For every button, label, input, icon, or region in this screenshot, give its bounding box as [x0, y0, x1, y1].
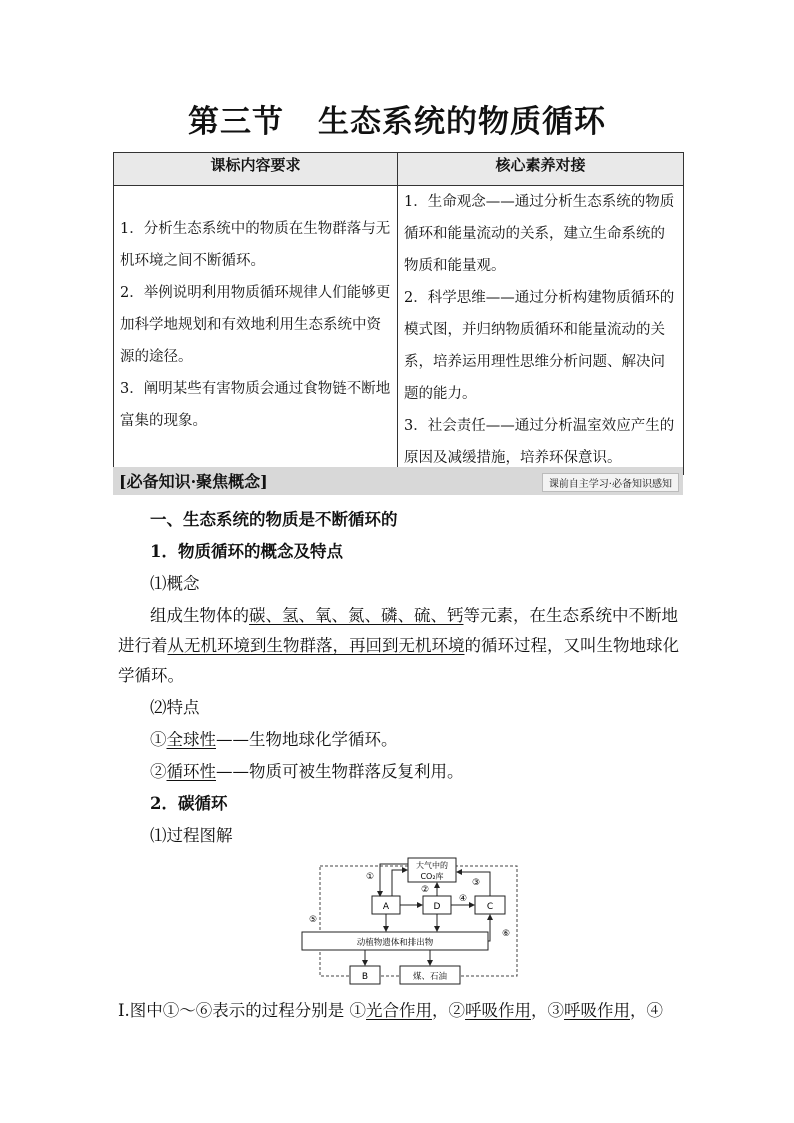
- process-text: ，③: [531, 1001, 565, 1020]
- answer-2: 呼吸作用: [465, 1001, 532, 1020]
- fossil-fuel-label: 煤、石油: [412, 972, 448, 982]
- feature-key: 循环性: [166, 762, 216, 781]
- label-6: ⑥: [501, 929, 511, 939]
- node-d-label: D: [433, 902, 441, 912]
- label-2: ②: [420, 885, 430, 895]
- subheading-concept: ⑴概念: [150, 574, 200, 593]
- co2-pool-label: CO₂库: [420, 872, 444, 881]
- section-bar-tag: 课前自主学习·必备知识感知: [542, 473, 679, 492]
- heading-3: 2．碳循环: [150, 794, 228, 813]
- label-1: ①: [365, 872, 375, 882]
- label-4: ④: [458, 894, 468, 904]
- carbon-cycle-diagram: [300, 856, 522, 986]
- feature-number: ①: [150, 730, 167, 749]
- process-text: ，②: [432, 1001, 466, 1020]
- requirement-item: 1．分析生态系统中的物质在生物群落与无机环境之间不断循环。: [120, 221, 391, 269]
- node-c-label: C: [486, 902, 494, 912]
- table-header-requirements: 课标内容要求: [114, 153, 398, 186]
- remains-label: 动植物遗体和排出物: [356, 938, 434, 948]
- competencies-cell: [398, 186, 684, 475]
- concept-path: 从无机环境到生物群落，再回到无机环境: [167, 636, 465, 655]
- concept-text: 组成生物体的: [150, 606, 249, 625]
- competency-item: 1．生命观念——通过分析生态系统的物质循环和能量流动的关系，建立生命系统的物质和能量观。: [404, 194, 675, 274]
- concept-paragraph: [118, 601, 680, 691]
- node-b-label: B: [361, 972, 369, 982]
- concept-text: 的循环过程，又叫生物地球化学循环。: [118, 636, 679, 685]
- node-a-label: A: [382, 902, 390, 912]
- co2-pool-label: 大气中的: [416, 861, 448, 870]
- competency-item: 2．科学思维——通过分析构建物质循环的模式图，并归纳物质循环和能量流动的关系，培养运用理性思维分析问题、解决问题的能力。: [404, 290, 675, 402]
- heading-2: 1．物质循环的概念及特点: [150, 542, 343, 561]
- feature-text: ——物质可被生物群落反复利用。: [216, 762, 464, 781]
- label-5: ⑤: [308, 915, 318, 925]
- answer-1: 光合作用: [366, 1001, 433, 1020]
- process-text: ，④: [630, 1001, 664, 1020]
- requirement-item: 2．举例说明利用物质循环规律人们能够更加科学地规划和有效地利用生态系统中资源的途径。: [120, 285, 391, 365]
- arrow-photosynthesis: [380, 864, 408, 896]
- section-topic: 生态系统的物质循环: [318, 104, 606, 140]
- subheading-features: ⑵特点: [150, 698, 200, 717]
- concept-elements: 碳、氢、氧、氮、磷、硫、钙: [249, 606, 464, 625]
- requirement-item: 3．阐明某些有害物质会通过食物链不断地富集的现象。: [120, 381, 391, 429]
- feature-key: 全球性: [166, 730, 216, 749]
- standards-table: [113, 152, 684, 475]
- feature-number: ②: [150, 762, 167, 781]
- feature-2: [118, 757, 680, 787]
- answer-3: 呼吸作用: [564, 1001, 631, 1020]
- section-bar: [113, 467, 683, 495]
- requirements-cell: [114, 186, 398, 475]
- section-bar-label: [必备知识·聚焦概念]: [119, 472, 268, 491]
- label-3: ③: [471, 878, 481, 888]
- competency-item: 3．社会责任——通过分析温室效应产生的原因及减缓措施，培养环保意识。: [404, 418, 675, 466]
- section-number: 第三节: [188, 104, 284, 140]
- page-title: [0, 96, 794, 141]
- feature-text: ——生物地球化学循环。: [216, 730, 398, 749]
- subheading-diagram: ⑴过程图解: [150, 826, 233, 845]
- process-text: Ⅰ.图中①～⑥表示的过程分别是 ①: [118, 1001, 367, 1020]
- process-answers-line: [118, 996, 680, 1026]
- table-header-competencies: 核心素养对接: [398, 153, 684, 186]
- arrow-a-respiration: [392, 870, 407, 896]
- heading-1: 一、生态系统的物质是不断循环的: [150, 510, 398, 529]
- concept-text: 等元素，在生态系统中不断地进行着: [118, 606, 678, 655]
- feature-1: [118, 725, 680, 755]
